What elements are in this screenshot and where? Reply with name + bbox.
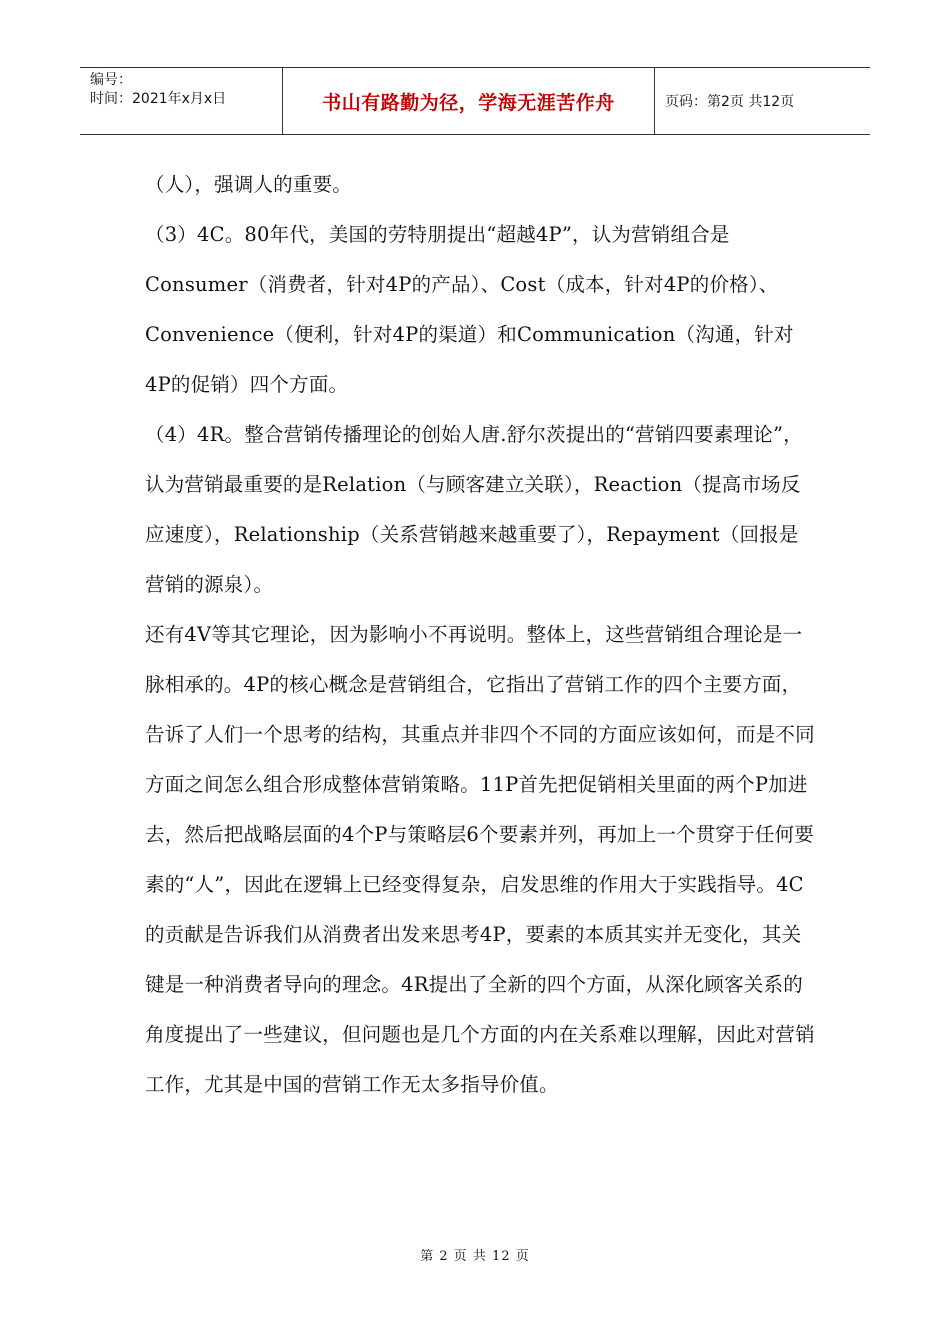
header-meta xyxy=(80,68,282,134)
header-motto-cell xyxy=(282,68,655,134)
paragraph-3: （4）4R。整合营销传播理论的创始人唐.舒尔茨提出的“营销四要素理论”，认为营销最重要的是Relation（与顾客建立关联），Reaction（提高市场反应速度），Relationship（关系营销越来越重要了），Repayment（回报是营销的源泉）。 xyxy=(145,423,803,596)
time-label: 时间：2021年x月x日 xyxy=(90,91,227,107)
paragraph-1: （人），强调人的重要。 xyxy=(145,173,352,196)
number-label: 编号： xyxy=(90,72,132,88)
page-footer: 第 2 页 共 12 页 xyxy=(420,1249,530,1264)
paragraph-4: 还有4V等其它理论，因为影响小不再说明。整体上，这些营销组合理论是一脉相承的。4P的核心概念是营销组合，它指出了营销工作的四个主要方面，告诉了人们一个思考的结构，其重点并非四个不同的方面应该如何，而是不同方面之间怎么组合形成整体营销策略。11P首先把促销相关里面的两个P加进去，然后把战略层面的4个P与策略层6个要素并列，再加上一个贯穿于任何要素的“人”，因此在逻辑上已经变得复杂，启发思维的作用大于实践指导。4C的贡献是告诉我们从消费者出发来思考4P，要素的本质其实并无变化，其关键是一种消费者导向的理念。4R提出了全新的四个方面，从深化顾客关系的角度提出了一些建议，但问题也是几个方面的内在关系难以理解，因此对营销工作，尤其是中国的营销工作无太多指导价值。 xyxy=(145,623,815,1096)
header-page-info-cell xyxy=(655,68,870,134)
paragraph-2: （3）4C。80年代，美国的劳特朋提出“超越4P”，认为营销组合是Consumer（消费者，针对4P的产品）、Cost（成本，针对4P的价格）、Convenience（便利，针对4P的渠道）和Communication（沟通，针对4P的促销）四个方面。 xyxy=(145,223,794,396)
page-header xyxy=(80,67,870,135)
header-motto: 书山有路勤为径，学海无涯苦作舟 xyxy=(322,91,615,114)
document-body xyxy=(145,160,815,1110)
header-page-info: 页码：第2页 共12页 xyxy=(665,94,795,110)
